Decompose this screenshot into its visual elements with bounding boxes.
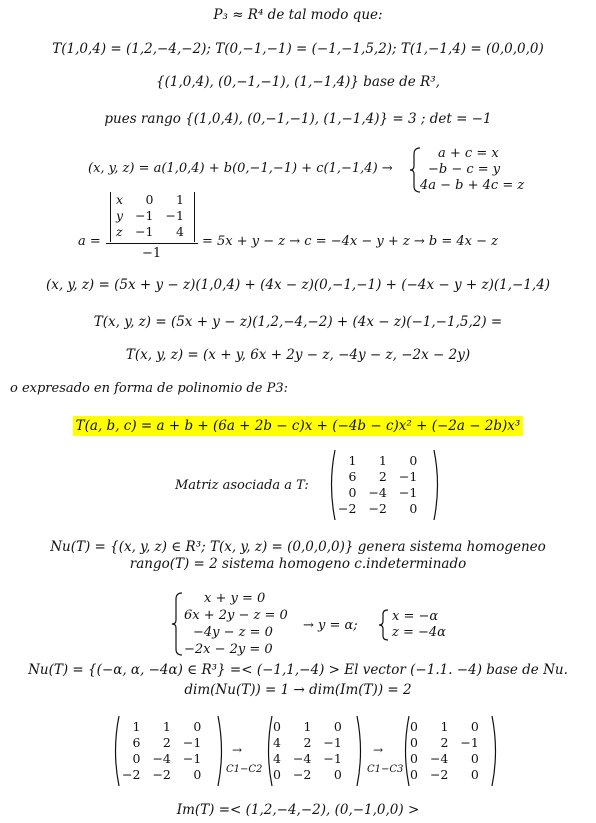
fraction-line xyxy=(106,243,198,244)
arrow-2: → xyxy=(373,743,384,757)
brace-system-3 xyxy=(378,608,390,642)
matrix-T: 1 1 0 6 2 −1 0 −4 −1 −2 −2 0 xyxy=(338,453,418,516)
line-images: T(1,0,4) = (1,2,−4,−2); T(0,−1,−1) = (−1,−1,5,2); T(1,−1,4) = (0,0,0,0) xyxy=(52,41,544,57)
highlighted-polynomial: T(a, b, c) = a + b + (6a + 2b − c)x + (−4b − c)x² + (−2a − 2b)x³ xyxy=(73,416,524,436)
matrix-1: 1 1 0 6 2 −1 0 −4 −1 −2 −2 0 xyxy=(122,719,202,782)
line-rango: pues rango {(1,0,4), (0,−1,−1), (1,−1,4)} = 3 ; det = −1 xyxy=(104,111,492,127)
system-3-row-2: z = −4α xyxy=(392,625,446,640)
line-nucleus-def: Nu(T) = {(x, y, z) ∈ R³; T(x, y, z) = (0,0,0,0)} genera sistema homogeneo xyxy=(50,539,546,555)
line-image: Im(T) =< (1,2,−4,−2), (0,−1,0,0) > xyxy=(176,802,420,818)
operation-2: C1−C3 xyxy=(367,764,404,775)
system-2-row-1: x + y = 0 xyxy=(204,591,266,606)
line-rango-T: rango(T) = 2 sistema homogeno c.indeterminado xyxy=(129,556,467,572)
matrix-3: 0 1 0 0 2 −1 0 −4 0 0 −2 0 xyxy=(410,719,479,782)
system-1-row-3: 4a − b + 4c = z xyxy=(420,178,525,193)
a-equals: a = xyxy=(78,234,101,249)
system-2-row-3: −4y − z = 0 xyxy=(193,625,273,640)
determinant: x 0 1 y −1 −1 z −1 4 xyxy=(116,192,184,239)
matrix-3-right-paren xyxy=(490,714,500,788)
line-T-expansion: T(x, y, z) = (5x + y − z)(1,2,−4,−2) + (4x − z)(−1,−1,5,2) = xyxy=(93,314,503,330)
line-base: {(1,0,4), (0,−1,−1), (1,−1,4)} base de R³, xyxy=(156,74,440,90)
system-1-row-2: −b − c = y xyxy=(428,162,501,177)
operation-1: C1−C2 xyxy=(226,764,263,775)
line-polinomio-intro: o expresado en forma de polinomio de P3: xyxy=(10,381,288,396)
system-2-row-2: 6x + 2y − z = 0 xyxy=(184,608,288,623)
line-combination: (x, y, z) = a(1,0,4) + b(0,−1,−1) + c(1,−1,4) → xyxy=(88,161,393,176)
det-right-bar xyxy=(194,192,195,242)
line-nucleus: Nu(T) = {(−α, α, −4α) ∈ R³} =< (−1,1,−4) > El vector (−1.1. −4) base de Nu. xyxy=(28,662,568,678)
matrix-label: Matriz asociada a T: xyxy=(175,478,309,493)
line-expansion: (x, y, z) = (5x + y − z)(1,0,4) + (4x − z)(0,−1,−1) + (−4x − y + z)(1,−1,4) xyxy=(45,277,551,293)
matrix-2: 0 1 0 4 2 −1 4 −4 −1 0 −2 0 xyxy=(273,719,342,782)
matrix-1-right-paren xyxy=(216,714,226,788)
brace-system-2 xyxy=(170,591,184,657)
line-T-result: T(x, y, z) = (x + y, 6x + 2y − z, −4y − z, −2x − 2y) xyxy=(125,347,471,363)
matrix-2-right-paren xyxy=(355,714,365,788)
line-solution: = 5x + y − z → c = −4x − y + z → b = 4x − z xyxy=(202,234,498,249)
line-polynomial xyxy=(0,417,596,435)
arrow-1: → xyxy=(232,743,243,757)
system-1-row-1: a + c = x xyxy=(438,146,499,161)
system-3-row-1: x = −α xyxy=(392,609,439,624)
fraction-denominator: −1 xyxy=(142,246,162,261)
matrix-T-right-paren xyxy=(432,448,442,522)
line-intro: P₃ ≈ R⁴ de tal modo que: xyxy=(213,7,383,23)
line-dimensions: dim(Nu(T)) = 1 → dim(Im(T)) = 2 xyxy=(184,682,412,698)
system-2-row-4: −2x − 2y = 0 xyxy=(184,642,273,657)
system-2-solution: → y = α; xyxy=(303,618,358,633)
